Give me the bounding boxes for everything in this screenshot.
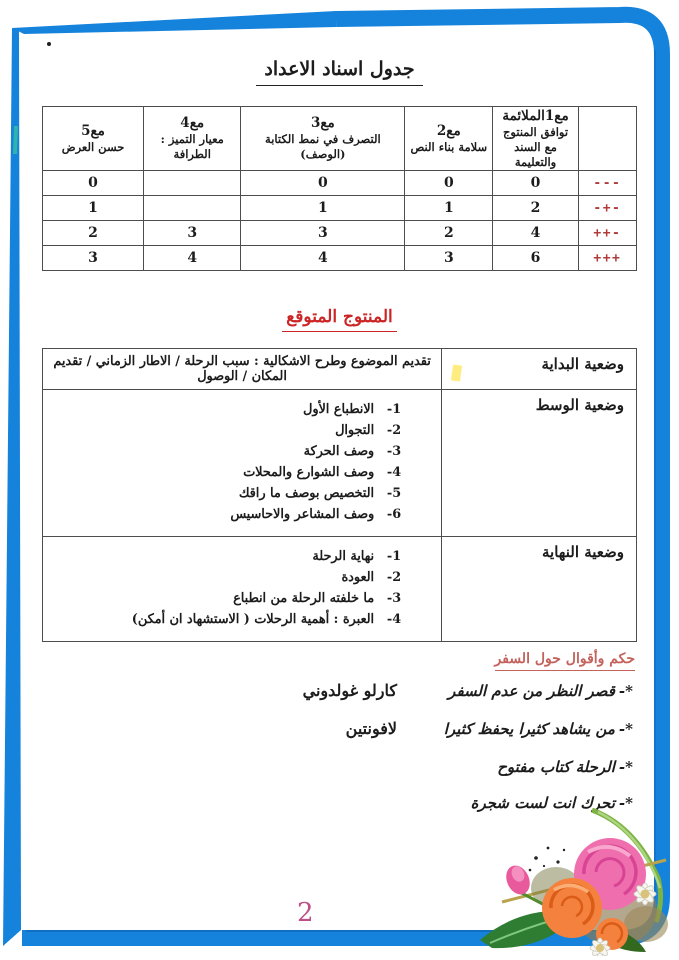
list-number: 2- xyxy=(386,570,402,585)
phase-label-middle: وضعية الوسط xyxy=(442,390,637,537)
page-content xyxy=(42,0,637,960)
list-text: وصف الحركة xyxy=(303,444,375,459)
quote-text xyxy=(411,755,633,779)
list-item xyxy=(51,504,401,525)
grading-cell: 1 xyxy=(405,196,493,221)
row-symbol: --- xyxy=(578,171,636,196)
list-text: التجوال xyxy=(335,423,375,438)
grading-header-m2 xyxy=(405,107,493,171)
list-item xyxy=(51,567,401,588)
table-row xyxy=(43,171,637,196)
quote-text xyxy=(411,679,633,703)
column-code: مع2 xyxy=(436,122,461,139)
phase-label-start: وضعية البداية xyxy=(442,349,637,390)
phase-content-start: تقديم الموضوع وطرح الاشكالية : سبب الرحلة / الاطار الزماني / تقديم المكان / الوصول xyxy=(43,349,442,390)
grading-header-symbol xyxy=(578,107,636,171)
quote-line xyxy=(42,755,633,779)
column-label: التصرف في نمط الكتابة (الوصف) xyxy=(265,132,381,161)
grading-cell: 4 xyxy=(144,246,241,271)
grading-cell: 0 xyxy=(405,171,493,196)
table-row xyxy=(43,390,637,537)
quotes-heading xyxy=(42,651,635,667)
list-text: التخصيص بوصف ما راقك xyxy=(238,486,375,501)
list-number: 4- xyxy=(386,465,402,480)
grading-cell: 3 xyxy=(405,246,493,271)
grading-cell xyxy=(144,171,241,196)
expected-product-title-text: المنتوج المتوقع xyxy=(282,307,396,332)
list-text: العبرة : أهمية الرحلات ( الاستشهاد ان أمكن) xyxy=(131,612,375,627)
table-row xyxy=(43,221,637,246)
list-item xyxy=(51,483,401,504)
column-code: مع5 xyxy=(81,122,105,139)
list-text: وصف المشاعر والاحاسيس xyxy=(230,507,375,522)
page-title-text: جدول اسناد الاعداد xyxy=(256,58,422,86)
list-number: 1- xyxy=(386,402,402,417)
quote-bullet: *- xyxy=(618,758,633,776)
list-text: نهاية الرحلة xyxy=(312,549,375,564)
quote-bullet: *- xyxy=(618,682,633,700)
list-item xyxy=(51,441,401,462)
phase-label-end: وضعية النهاية xyxy=(442,537,637,642)
quote-bullet: *- xyxy=(618,794,633,812)
grading-cell: 3 xyxy=(241,221,405,246)
list-text: الانطباع الأول xyxy=(303,402,375,417)
list-item xyxy=(51,588,401,609)
grading-header-row xyxy=(43,107,637,171)
grading-header-m1 xyxy=(493,107,579,171)
grading-header-m4 xyxy=(144,107,241,171)
grading-cell: 0 xyxy=(241,171,405,196)
grading-cell: 1 xyxy=(43,196,144,221)
grading-cell: 3 xyxy=(43,246,144,271)
table-row xyxy=(43,246,637,271)
grading-cell: 2 xyxy=(43,221,144,246)
quote-line xyxy=(42,791,633,815)
quote-line xyxy=(42,679,633,703)
numbered-list xyxy=(51,542,433,636)
expected-product-title xyxy=(42,307,637,327)
quote-text xyxy=(411,717,633,741)
quote-body: الرحلة كتاب مفتوح xyxy=(497,758,615,776)
list-number: 5- xyxy=(386,486,402,501)
quotes-heading-text: حكم وأقوال حول السفر xyxy=(495,651,635,671)
grading-cell: 1 xyxy=(241,196,405,221)
grading-cell xyxy=(144,196,241,221)
list-item xyxy=(51,462,401,483)
quote-body: تحرك انت لست شجرة xyxy=(470,794,615,812)
list-item xyxy=(51,609,401,630)
list-text: العودة xyxy=(341,570,375,585)
quote-body: من يشاهد كثيرا يحفظ كثيرا xyxy=(443,720,615,738)
table-row xyxy=(43,349,637,390)
list-number: 3- xyxy=(386,444,402,459)
column-label: سلامة بناء النص xyxy=(410,139,488,154)
table-row xyxy=(43,537,637,642)
list-number: 2- xyxy=(386,423,402,438)
column-label: توافق المنتوج مع السند والتعليمة xyxy=(502,124,569,169)
grading-cell: 0 xyxy=(493,171,579,196)
numbered-list xyxy=(51,395,433,531)
grading-header-m5 xyxy=(43,107,144,171)
grading-cell: 4 xyxy=(493,221,579,246)
phase-content-middle xyxy=(43,390,442,537)
list-number: 1- xyxy=(386,549,402,564)
grading-cell: 2 xyxy=(405,221,493,246)
list-number: 4- xyxy=(386,612,402,627)
list-number: 6- xyxy=(386,507,402,522)
list-item xyxy=(51,399,401,420)
list-number: 3- xyxy=(386,591,402,606)
row-symbol: -+- xyxy=(578,196,636,221)
list-text: وصف الشوارع والمحلات xyxy=(243,465,375,480)
grading-cell: 4 xyxy=(241,246,405,271)
column-label: حسن العرض xyxy=(61,139,125,154)
list-text: ما خلفته الرحلة من انطباع xyxy=(233,591,375,606)
quote-author: لافونتين xyxy=(345,719,397,738)
grading-cell: 2 xyxy=(493,196,579,221)
page-title xyxy=(42,58,637,80)
column-label: معيار التميز : الطرافة xyxy=(160,132,224,161)
table-row xyxy=(43,196,637,221)
grading-cell: 6 xyxy=(493,246,579,271)
quote-line xyxy=(42,717,633,741)
page-number: 2 xyxy=(297,898,314,928)
quote-bullet: *- xyxy=(618,720,633,738)
list-item xyxy=(51,420,401,441)
quote-text xyxy=(411,791,633,815)
grading-cell: 0 xyxy=(43,171,144,196)
grading-table xyxy=(42,106,637,271)
column-code: مع3 xyxy=(310,115,335,131)
grading-cell: 3 xyxy=(144,221,241,246)
phase-content-end xyxy=(43,537,442,642)
expected-product-table xyxy=(42,348,637,642)
row-symbol: ++- xyxy=(578,221,636,246)
list-item xyxy=(51,546,401,567)
quote-author: كارلو غولدوني xyxy=(302,681,397,700)
row-symbol: +++ xyxy=(578,246,636,271)
grading-header-m3 xyxy=(241,107,405,171)
quote-body: قصر النظر من عدم السفر xyxy=(448,682,615,700)
column-code: مع4 xyxy=(180,115,205,131)
column-code: مع1الملائمة xyxy=(502,107,569,124)
